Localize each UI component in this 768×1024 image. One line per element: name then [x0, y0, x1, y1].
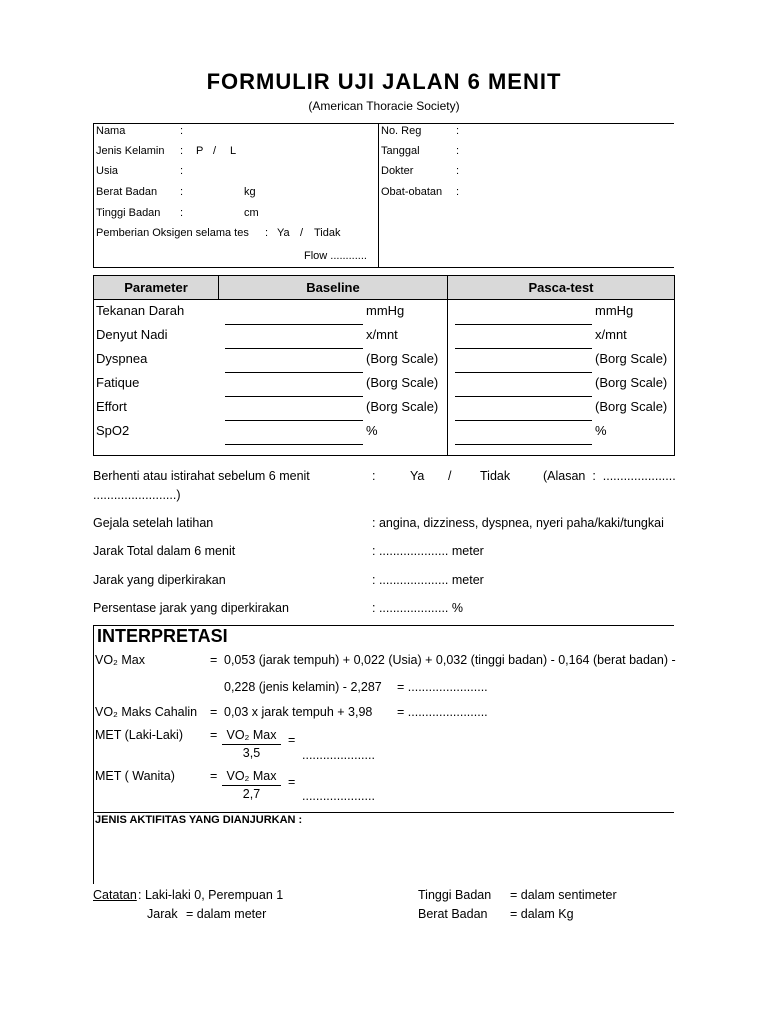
fraction-bar	[222, 744, 281, 745]
unit-cm: cm	[244, 207, 259, 219]
field-label-oksigen: Pemberian Oksigen selama tes	[96, 227, 249, 239]
form-subtitle: (American Thoracie Society)	[308, 99, 460, 113]
form-title: FORMULIR UJI JALAN 6 MENIT	[206, 69, 562, 94]
field-label-dokter: Dokter	[381, 165, 414, 177]
cahalin-formula: 0,03 x jarak tempuh + 3,98	[224, 705, 373, 719]
gender-option-l: L	[230, 145, 237, 157]
unit-note-label-jarak: Jarak	[147, 907, 178, 921]
fraction-numerator: VO₂ Max	[226, 728, 277, 742]
interpretation-box	[93, 625, 674, 884]
stop-reason-continuation: ........................)	[93, 488, 181, 502]
fraction-denominator: 3,5	[242, 746, 261, 760]
parameter-label: Denyut Nadi	[96, 327, 168, 342]
header-baseline: Baseline	[219, 276, 448, 299]
field-colon: :	[456, 125, 460, 137]
interpretation-heading: INTERPRETASI	[97, 626, 228, 646]
equals-sign: =	[210, 728, 218, 742]
field-colon: :	[180, 207, 184, 219]
option-separator: /	[213, 145, 217, 157]
field-label-tanggal: Tanggal	[381, 145, 420, 157]
fraction-numerator: VO₂ Max	[226, 769, 277, 783]
unit-note-value-jarak: = dalam meter	[186, 907, 267, 921]
gender-code-note: : Laki-laki 0, Perempuan 1	[138, 888, 284, 902]
predicted-distance-label: Jarak yang diperkirakan	[93, 573, 226, 587]
baseline-unit: mmHg	[366, 303, 405, 318]
field-colon: :	[180, 145, 184, 157]
unit-note-label-tinggi: Tinggi Badan	[418, 888, 492, 902]
header-parameter: Parameter	[94, 276, 219, 299]
parameter-label: Fatique	[96, 375, 140, 390]
met-female-label: MET ( Wanita)	[95, 769, 175, 783]
field-colon: :	[180, 125, 184, 137]
baseline-unit: (Borg Scale)	[366, 351, 439, 366]
predicted-distance-value: : .................... meter	[372, 573, 484, 587]
fraction-denominator: 2,7	[242, 787, 261, 801]
patient-info-box	[93, 123, 674, 268]
pasca-unit: (Borg Scale)	[595, 375, 668, 390]
pasca-blank-line	[455, 420, 592, 421]
table-row	[94, 376, 674, 398]
field-label-no-reg: No. Reg	[381, 125, 422, 137]
equals-sign: =	[288, 733, 296, 747]
symptoms-label: Gejala setelah latihan	[93, 516, 214, 530]
baseline-unit: (Borg Scale)	[366, 399, 439, 414]
field-colon: :	[180, 165, 184, 177]
parameter-label: Tekanan Darah	[96, 303, 185, 318]
equals-sign: =	[210, 769, 218, 783]
baseline-blank-line	[225, 324, 363, 325]
total-distance-label: Jarak Total dalam 6 menit	[93, 544, 236, 558]
field-label-usia: Usia	[96, 165, 119, 177]
pasca-unit: x/mnt	[595, 327, 627, 342]
unit-note-label-berat: Berat Badan	[418, 907, 488, 921]
pasca-blank-line	[455, 396, 592, 397]
baseline-blank-line	[225, 372, 363, 373]
baseline-unit: (Borg Scale)	[366, 375, 439, 390]
pasca-unit: %	[595, 423, 607, 438]
cahalin-label: VO₂ Maks Cahalin	[95, 705, 198, 719]
cahalin-result: = .......................	[397, 705, 488, 719]
table-row	[94, 352, 674, 374]
predicted-percentage-label: Persentase jarak yang diperkirakan	[93, 601, 289, 615]
option-separator: /	[448, 469, 452, 483]
met-male-fraction	[222, 729, 281, 761]
pasca-blank-line	[455, 348, 592, 349]
met-female-result: .....................	[302, 789, 375, 803]
notes-label: Catatan	[93, 888, 137, 902]
field-colon: :	[372, 469, 376, 483]
total-distance-value: : .................... meter	[372, 544, 484, 558]
pasca-blank-line	[455, 372, 592, 373]
pasca-blank-line	[455, 324, 592, 325]
pasca-unit: (Borg Scale)	[595, 351, 668, 366]
baseline-blank-line	[225, 396, 363, 397]
patient-box-divider	[378, 124, 379, 267]
met-male-label: MET (Laki-Laki)	[95, 728, 183, 742]
vo2max-formula-line2: 0,228 (jenis kelamin) - 2,287	[224, 680, 382, 694]
vital-signs-table	[93, 275, 675, 456]
oxygen-flow-field: Flow ............	[304, 250, 367, 262]
fraction-bar	[222, 785, 281, 786]
baseline-unit: x/mnt	[366, 327, 398, 342]
header-pasca-test: Pasca-test	[528, 280, 594, 295]
table-row	[94, 424, 674, 446]
equals-sign: =	[210, 705, 218, 719]
baseline-blank-line	[225, 444, 363, 445]
equals-sign: =	[210, 653, 218, 667]
met-male-result: .....................	[302, 748, 375, 762]
oxygen-option-tidak: Tidak	[314, 227, 341, 239]
pasca-unit: mmHg	[595, 303, 634, 318]
stop-option-tidak: Tidak	[480, 469, 511, 483]
gender-option-p: P	[196, 145, 204, 157]
predicted-percentage-value: : .................... %	[372, 601, 463, 615]
oxygen-option-ya: Ya	[277, 227, 290, 239]
table-header-row	[94, 276, 674, 300]
baseline-blank-line	[225, 420, 363, 421]
table-row	[94, 328, 674, 350]
table-row	[94, 400, 674, 422]
stop-question-label: Berhenti atau istirahat sebelum 6 menit	[93, 469, 310, 483]
field-label-obat-obatan: Obat-obatan	[381, 186, 443, 198]
baseline-blank-line	[225, 348, 363, 349]
parameter-label: Effort	[96, 399, 127, 414]
symptoms-value: : angina, dizziness, dyspnea, nyeri paha/kaki/tungkai	[372, 516, 664, 530]
vo2max-formula-line1: 0,053 (jarak tempuh) + 0,022 (Usia) + 0,032 (tinggi badan) - 0,164 (berat badan) -	[224, 653, 676, 667]
field-colon: :	[456, 165, 460, 177]
recommended-activity-label: JENIS AKTIFITAS YANG DIANJURKAN :	[95, 814, 303, 826]
unit-kg: kg	[244, 186, 256, 198]
field-label-berat-badan: Berat Badan	[96, 186, 158, 198]
activity-divider	[94, 812, 674, 813]
field-colon: :	[456, 186, 460, 198]
parameter-label: Dyspnea	[96, 351, 148, 366]
vo2max-label: VO₂ Max	[95, 653, 145, 667]
stop-reason-field: (Alasan : .....................	[543, 469, 676, 483]
field-label-jenis-kelamin: Jenis Kelamin	[96, 145, 165, 157]
baseline-unit: %	[366, 423, 378, 438]
field-colon: :	[180, 186, 184, 198]
unit-note-value-tinggi: = dalam sentimeter	[510, 888, 617, 902]
parameter-label: SpO2	[96, 423, 130, 438]
met-female-fraction	[222, 770, 281, 802]
vo2max-result: = .......................	[397, 680, 488, 694]
stop-option-ya: Ya	[410, 469, 425, 483]
equals-sign: =	[288, 775, 296, 789]
field-colon: :	[456, 145, 460, 157]
pasca-unit: (Borg Scale)	[595, 399, 668, 414]
table-row	[94, 304, 674, 326]
field-label-tinggi-badan: Tinggi Badan	[96, 207, 161, 219]
option-separator: /	[300, 227, 304, 239]
unit-note-value-berat: = dalam Kg	[510, 907, 574, 921]
field-label-nama: Nama	[96, 125, 126, 137]
pasca-blank-line	[455, 444, 592, 445]
field-colon: :	[265, 227, 269, 239]
